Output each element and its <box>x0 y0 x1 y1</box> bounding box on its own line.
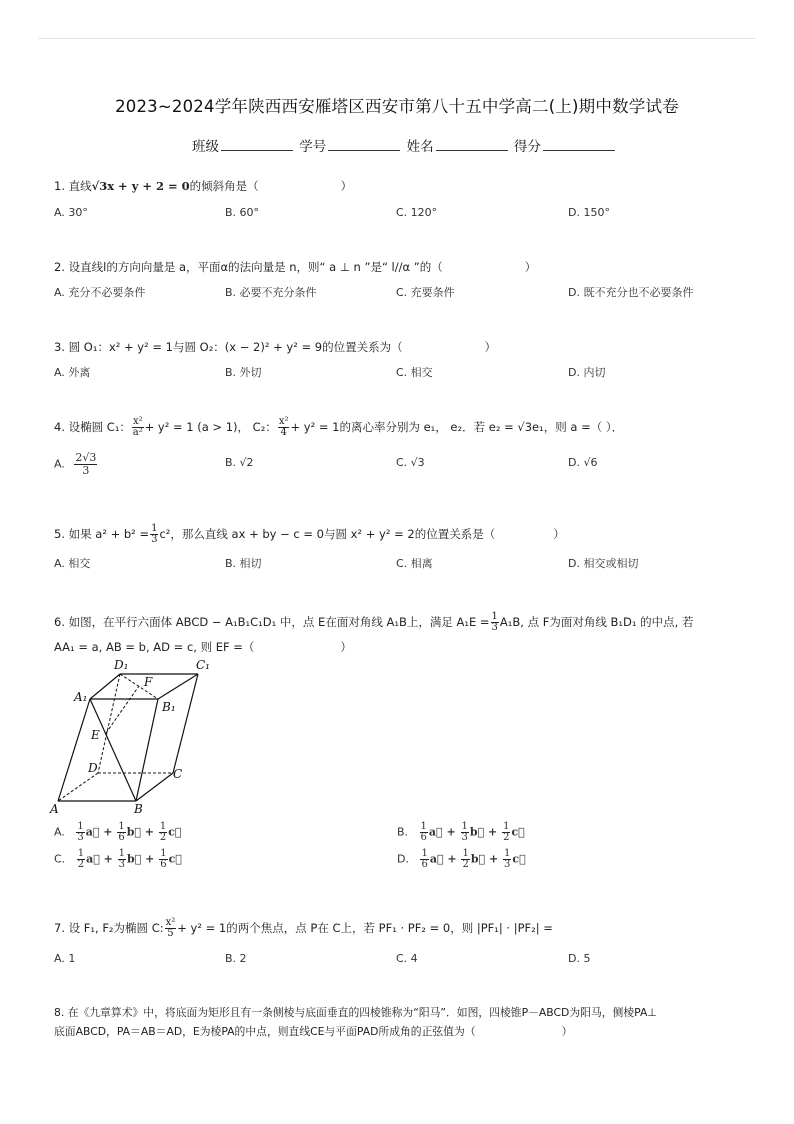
question-6-stem-line-2 <box>54 638 352 656</box>
q1-option-a: A. 30° <box>54 206 88 219</box>
q4-option-d: D. √6 <box>568 456 598 469</box>
label-f: F <box>144 675 153 689</box>
q7-frac: $\frac{\text{x²}}{5}$ <box>165 917 176 939</box>
q1-option-b: B. 60° <box>225 206 260 219</box>
q6-text-line2: AA₁ = a, AB = b, AD = c, 则 EF =（ <box>54 640 255 654</box>
q5-option-a: A. 相交 <box>54 557 91 570</box>
question-6-stem-line-1 <box>54 612 693 633</box>
exam-title: 2023~2024学年陕西西安雁塔区西安市第八十五中学高二(上)期中数学试卷 <box>115 97 679 116</box>
q4-text-c: + y² = 1的离心率分别为 e₁， e₂．若 e₂ = √3e₁，则 a =（ ）． <box>290 420 624 434</box>
q6-text-b: A₁B, 点 F为面对角线 B₁D₁ 的中点, 若 <box>499 615 694 629</box>
label-c1: C₁ <box>196 658 210 672</box>
q7-text-a: 7. 设 F₁, F₂为椭圆 C: <box>54 921 164 935</box>
label-b1: B₁ <box>162 700 176 714</box>
class-label: 班级 <box>192 139 219 155</box>
q3-text: 3. 圆 O₁：x² + y² = 1与圆 O₂：(x − 2)² + y² = 9的位置关系为（ <box>54 340 403 354</box>
q4-frac-2: $\frac{\text{x²}}{4}$ <box>278 416 289 438</box>
question-8-stem-line-1: 8. 在《九章算术》中，将底面为矩形且有一条侧棱与底面垂直的四棱锥称为“阳马”．如图，四棱锥P－ABCD为阳马，侧棱PA⊥ <box>54 1006 657 1019</box>
question-3-stem <box>54 338 496 356</box>
q4-option-a: A. $\frac{2√3}{3}$ <box>54 451 97 477</box>
q5-option-c: C. 相离 <box>396 557 433 570</box>
q2-option-d: D. 既不充分也不必要条件 <box>568 286 694 299</box>
q2-option-c: C. 充要条件 <box>396 286 455 299</box>
q6-text-end: ） <box>340 640 352 654</box>
q6-option-b: B. $\frac{1}{6}$ a⃗ + $\frac{1}{3}$ b⃗ + $\frac{1}{2}$ c⃗ <box>397 821 525 843</box>
label-d1: D₁ <box>114 658 129 672</box>
number-label: 学号 <box>299 139 327 155</box>
q8-text-line2: 底面ABCD，PA＝AB＝AD，E为棱PA的中点，则直线CE与平面PAD所成角的正弦值为（ <box>54 1025 476 1038</box>
q1-option-c: C. 120° <box>396 206 438 219</box>
label-a: A <box>50 802 59 816</box>
question-4-stem <box>54 417 623 438</box>
q5-text-b: c²，那么直线 ax + by − c = 0与圆 x² + y² = 2的位置关系是（ <box>159 527 496 541</box>
q7-text-b: + y² = 1的两个焦点，点 P在 C上，若 PF₁ · PF₂ = 0，则 |PF₁| · |PF₂| = <box>177 921 553 935</box>
question-1-stem <box>54 177 352 195</box>
question-2-stem <box>54 258 536 276</box>
q6-option-c: C. $\frac{1}{2}$ a⃗ + $\frac{1}{3}$ b⃗ + $\frac{1}{6}$ c⃗ <box>54 848 182 870</box>
label-a1: A₁ <box>74 690 88 704</box>
q4-frac-1: $\frac{\text{x²}}{\text{a²}}$ <box>132 416 143 438</box>
q3-option-c: C. 相交 <box>396 366 433 379</box>
student-info-line <box>192 135 617 155</box>
q1-text-c: ） <box>340 179 353 193</box>
score-blank <box>543 138 615 151</box>
class-blank <box>221 138 293 151</box>
q7-option-c: C. 4 <box>396 952 418 965</box>
name-label: 姓名 <box>406 139 434 155</box>
q5-option-b: B. 相切 <box>225 557 262 570</box>
q3-option-b: B. 外切 <box>225 366 262 379</box>
name-blank <box>436 138 508 151</box>
q2-text-end: ） <box>524 260 537 274</box>
q7-option-a: A. 1 <box>54 952 76 965</box>
q3-text-end: ） <box>484 340 497 354</box>
question-7-stem <box>54 918 553 939</box>
q6-option-a: A. $\frac{1}{3}$ a⃗ + $\frac{1}{6}$ b⃗ + $\frac{1}{2}$ c⃗ <box>54 821 182 843</box>
q7-option-d: D. 5 <box>568 952 591 965</box>
q7-option-b: B. 2 <box>225 952 247 965</box>
header-rule <box>38 38 756 39</box>
q8-text-end: ） <box>561 1025 573 1038</box>
number-blank <box>328 138 400 151</box>
q4-option-c: C. √3 <box>396 456 425 469</box>
q5-text-end: ） <box>553 527 565 541</box>
label-c: C <box>173 767 183 781</box>
q6-text-a: 6. 如图，在平行六面体 ABCD − A₁B₁C₁D₁ 中，点 E在面对角线 A₁B上，满足 A₁E = <box>54 615 490 629</box>
label-e: E <box>91 728 100 742</box>
q1-text-b: 的倾斜角是（ <box>189 179 259 193</box>
label-d: D <box>88 761 98 775</box>
q1-option-d: D. 150° <box>568 206 610 219</box>
q6-frac: $\frac{1}{3}$ <box>491 611 498 633</box>
q2-text: 2. 设直线l的方向向量是 a，平面α的法向量是 n，则“ a ⊥ n ”是“ l//α ”的（ <box>54 260 443 274</box>
question-5-stem <box>54 524 565 545</box>
q3-option-d: D. 内切 <box>568 366 606 379</box>
q6-option-d: D. $\frac{1}{6}$ a⃗ + $\frac{1}{2}$ b⃗ + $\frac{1}{3}$ c⃗ <box>397 848 526 870</box>
q2-option-a: A. 充分不必要条件 <box>54 286 146 299</box>
question-8-stem-line-2 <box>54 1023 572 1041</box>
q4-option-b: B. √2 <box>225 456 254 469</box>
q4-text-b: + y² = 1 (a > 1)， C₂： <box>144 420 277 434</box>
q4-text-a: 4. 设椭圆 C₁： <box>54 420 131 434</box>
q5-option-d: D. 相交或相切 <box>568 557 639 570</box>
score-label: 得分 <box>513 139 541 155</box>
q4-option-a-frac: $\frac{2√3}{3}$ <box>75 451 97 477</box>
q2-option-b: B. 必要不充分条件 <box>225 286 317 299</box>
parallelepiped-figure <box>48 656 218 816</box>
q5-text-a: 5. 如果 a² + b² = <box>54 527 150 541</box>
q1-text-a: 1. 直线 <box>54 179 92 193</box>
q3-option-a: A. 外离 <box>54 366 91 379</box>
q1-math: √3x + y + 2 = 0 <box>91 179 190 193</box>
q5-frac: $\frac{1}{3}$ <box>151 523 158 545</box>
label-b: B <box>134 802 143 816</box>
